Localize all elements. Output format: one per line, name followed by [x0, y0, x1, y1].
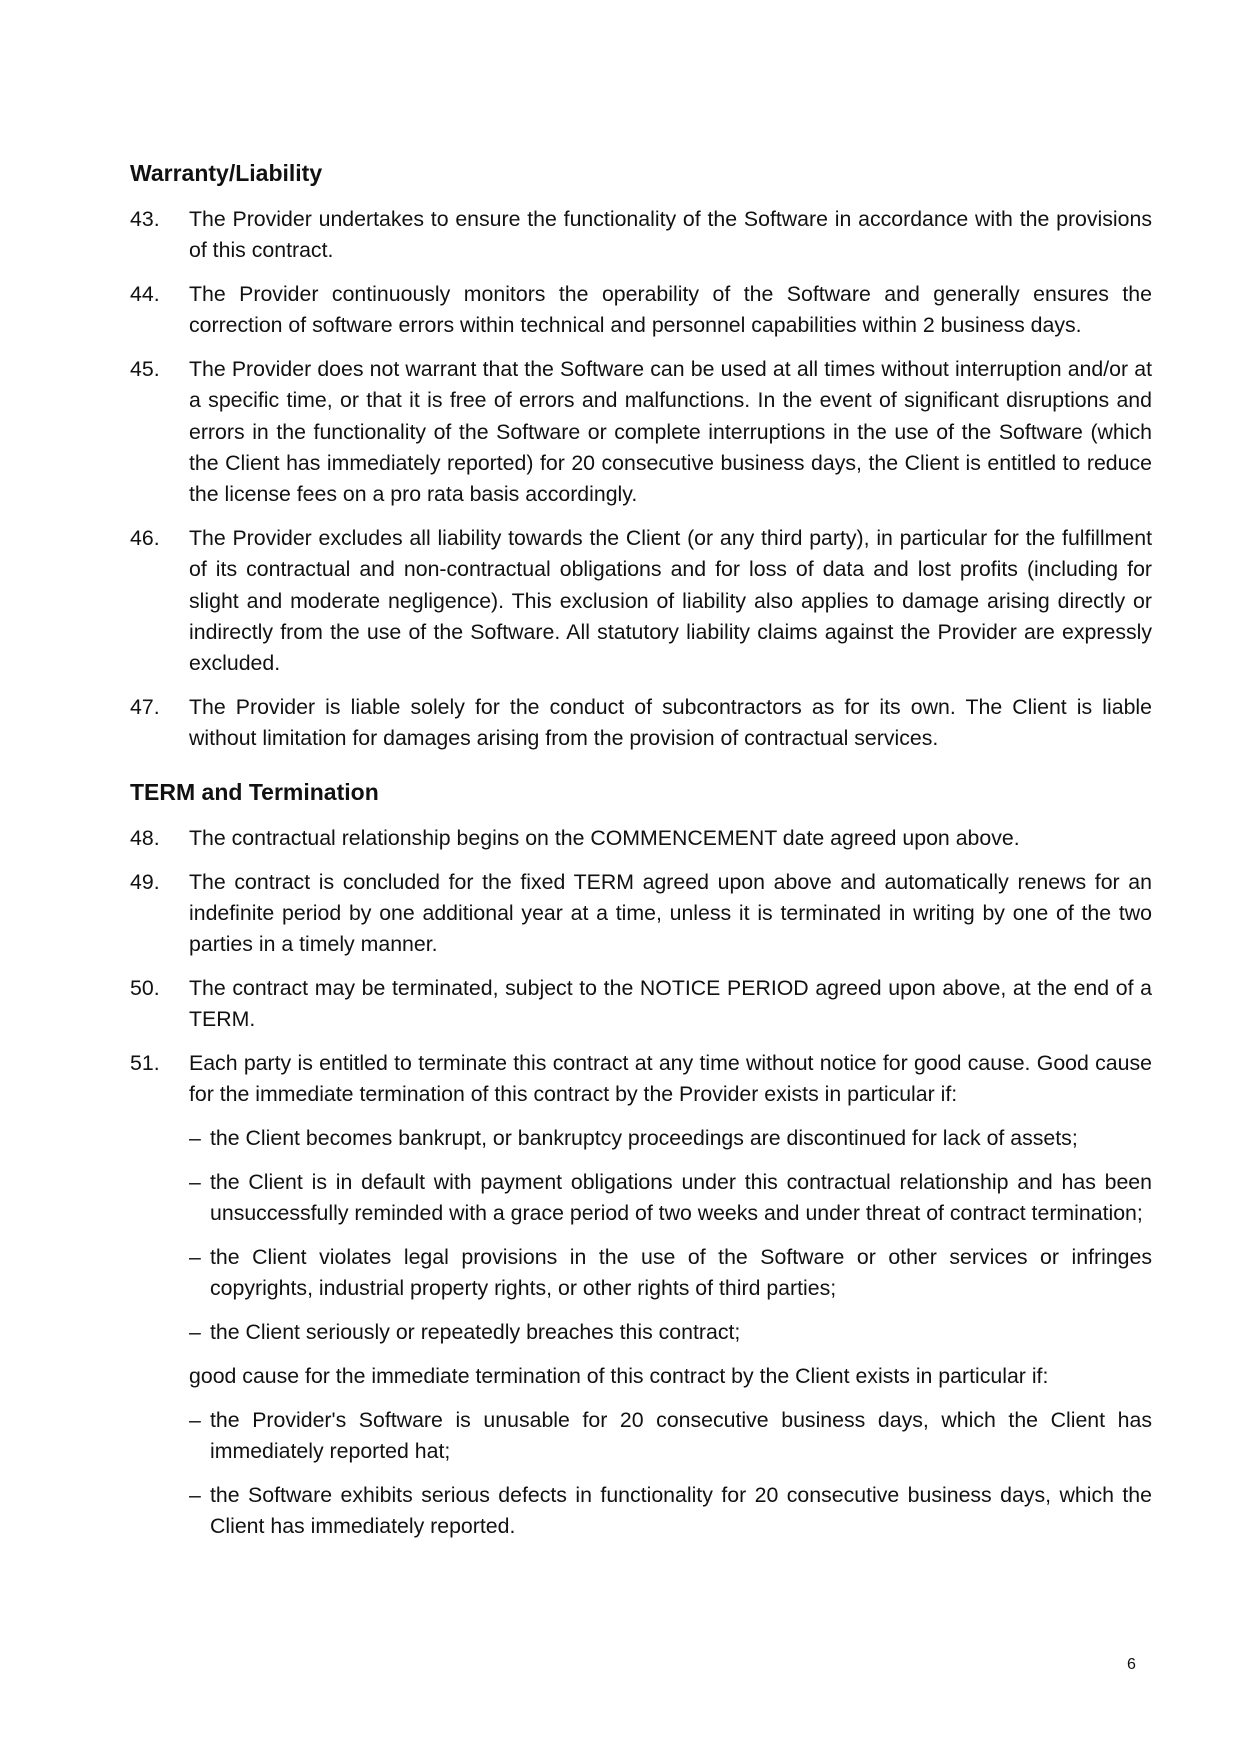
clause-text: The Provider excludes all liability towards the Client (or any third party), in particular for the fulfillment of its contractual and non-contractual obligations and for loss of data and lost profits (including for slight and moderate negligence). This exclusion of liability also applies to damage arising directly or indirectly from the use of the Software. All statutory liability claims against the Provider are expressly excluded. [189, 526, 1152, 676]
dash-marker: – [189, 1126, 201, 1151]
clause-47 [130, 692, 1152, 755]
provider-cause-item [189, 1317, 1152, 1348]
dash-marker: – [189, 1482, 201, 1507]
page-number: 6 [1127, 1656, 1136, 1673]
clause-46 [130, 523, 1152, 679]
bullet-text: the Provider's Software is unusable for 20 consecutive business days, which the Client has immediately reported hat; [210, 1407, 1152, 1463]
clause-number: 48. [130, 825, 160, 850]
clause-text: The Provider continuously monitors the operability of the Software and generally ensures the correction of software errors within technical and personnel capabilities within 2 business days. [189, 282, 1152, 338]
clause-50 [130, 973, 1152, 1036]
dash-marker: – [189, 1320, 201, 1345]
bullet-text: the Client seriously or repeatedly breaches this contract; [210, 1320, 741, 1345]
clause-number: 51. [130, 1051, 160, 1076]
clause-number: 44. [130, 282, 160, 307]
section-title-term-termination: TERM and Termination [130, 778, 379, 805]
bullet-text: the Client violates legal provisions in the use of the Software or other services or infringes copyrights, industrial property rights, or other rights of third parties; [210, 1245, 1152, 1301]
clause-number: 50. [130, 975, 160, 1000]
clause-text: The contract may be terminated, subject to the NOTICE PERIOD agreed upon above, at the end of a TERM. [189, 975, 1152, 1032]
bullet-text: the Client becomes bankrupt, or bankruptcy proceedings are discontinued for lack of assets; [210, 1126, 1078, 1151]
clause-51 [130, 1048, 1152, 1111]
dash-marker: – [189, 1407, 201, 1432]
client-cause-item [189, 1480, 1152, 1543]
clause-text: The Provider does not warrant that the Software can be used at all times without interruption and/or at a specific time, or that it is free of errors and malfunctions. In the event of significant disruptions and errors in the functionality of the Software or complete interruptions in the use of the Software (which the Client has immediately reported) for 20 consecutive business days, the Client is entitled to reduce the license fees on a pro rata basis accordingly. [189, 357, 1152, 507]
provider-cause-item [189, 1242, 1152, 1305]
section-title-warranty-liability: Warranty/Liability [130, 160, 323, 186]
clause-49 [130, 867, 1152, 961]
client-cause-item [189, 1405, 1152, 1468]
clause-number: 45. [130, 357, 160, 382]
provider-cause-item [189, 1167, 1152, 1230]
bullet-text: the Client is in default with payment obligations under this contractual relationship and has been unsuccessfully reminded with a grace period of two weeks and under threat of contract termination; [210, 1169, 1152, 1226]
clause-text: The Provider is liable solely for the conduct of subcontractors as for its own. The Client is liable without limitation for damages arising from the provision of contractual services. [189, 695, 1152, 751]
document-page [130, 158, 1152, 1555]
dash-marker: – [189, 1245, 201, 1270]
clause-number: 46. [130, 526, 160, 551]
clause-text: The contractual relationship begins on the COMMENCEMENT date agreed upon above. [189, 825, 1020, 850]
clause-44 [130, 279, 1152, 342]
provider-cause-item [189, 1123, 1152, 1154]
clause-text: Each party is entitled to terminate this contract at any time without notice for good cause. Good cause for the immediate termination of this contract by the Provider exists in particular if: [189, 1051, 1152, 1107]
clause-number: 43. [130, 207, 160, 231]
clause-number: 49. [130, 869, 160, 894]
clause-text: The contract is concluded for the fixed TERM agreed upon above and automatically renews for an indefinite period by one additional year at a time, unless it is terminated in writing by one of the two parties in a timely manner. [189, 869, 1152, 957]
clause-48 [130, 823, 1152, 854]
client-cause-intro: good cause for the immediate termination of this contract by the Client exists in particular if: [189, 1363, 1049, 1388]
clause-45 [130, 354, 1152, 510]
clause-number: 47. [130, 695, 160, 720]
bullet-text: the Software exhibits serious defects in functionality for 20 consecutive business days, which the Client has immediately reported. [210, 1482, 1152, 1539]
clause-text: The Provider undertakes to ensure the functionality of the Software in accordance with the provisions of this contract. [189, 207, 1152, 263]
clause-43 [130, 204, 1152, 267]
dash-marker: – [189, 1169, 201, 1194]
